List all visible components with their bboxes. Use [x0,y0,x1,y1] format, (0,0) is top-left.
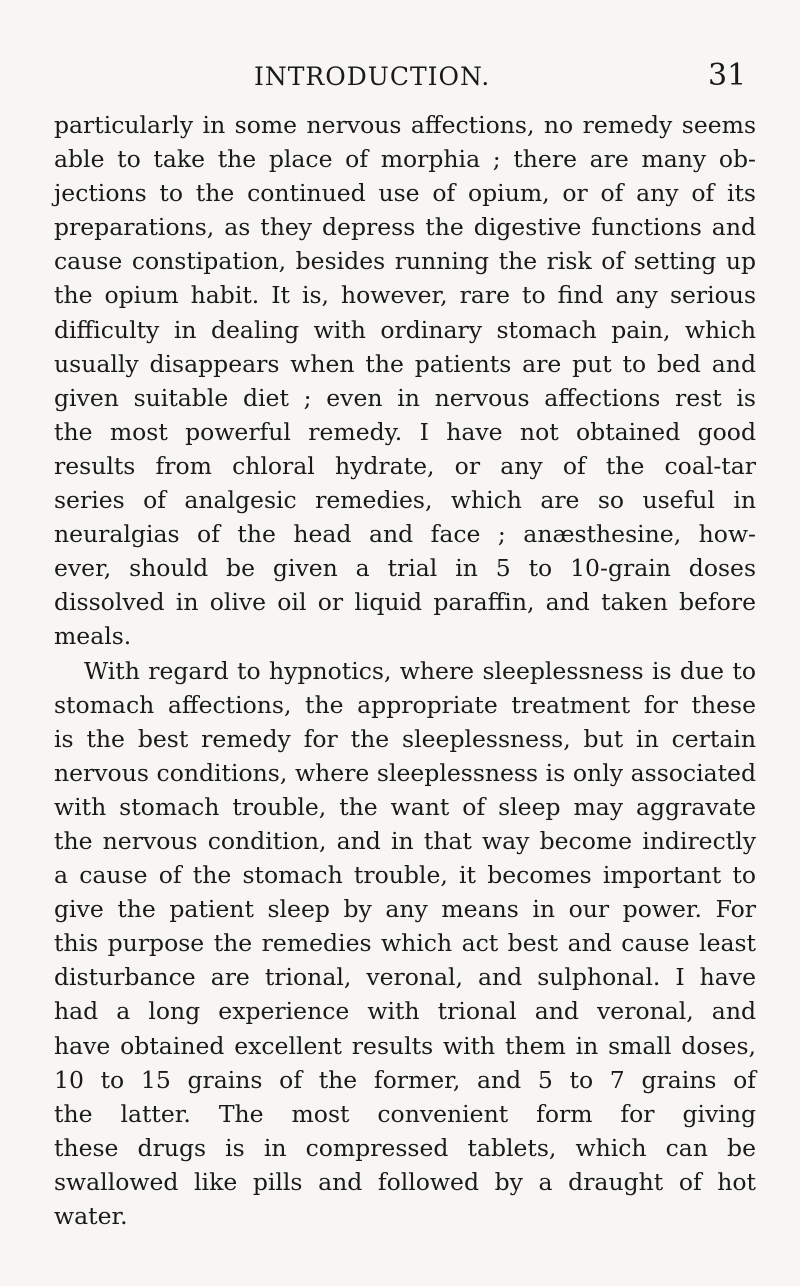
text-line: 10 to 15 grains of the former, and 5 to 7 grains of [54,1065,756,1094]
text-line: cause constipation, besides running the risk of setting up [54,247,756,276]
text-line: dissolved in olive oil or liquid paraffin, and taken before [54,588,756,617]
text-line: had a long experience with trional and veronal, and [54,997,756,1026]
text-line: given suitable diet ; even in nervous affections rest is [54,383,756,412]
text-line: ever, should be given a trial in 5 to 10-grain doses [54,554,756,583]
page-number: 31 [708,58,747,93]
text-line: jections to the continued use of opium, or of any of its [54,179,756,208]
text-line: is the best remedy for the sleeplessness, but in certain [54,724,756,753]
text-line: neuralgias of the head and face ; anæsthesine, how- [54,520,756,549]
text-line: difficulty in dealing with ordinary stomach pain, which [54,315,756,344]
text-line: preparations, as they depress the digestive functions and [54,213,756,242]
running-head: INTRODUCTION. [254,62,491,91]
text-line: results from chloral hydrate, or any of the coal-tar [54,451,756,480]
text-line: series of analgesic remedies, which are so useful in [54,486,756,515]
text-line: a cause of the stomach trouble, it becomes important to [54,861,756,890]
text-line: stomach affections, the appropriate treatment for these [54,690,756,719]
text-line: have obtained excellent results with them in small doses, [54,1031,756,1060]
text-line: the latter. The most convenient form for giving [54,1099,756,1128]
text-line: able to take the place of morphia ; there are many ob- [54,145,756,174]
text-line: the most powerful remedy. I have not obtained good [54,417,756,446]
text-line: this purpose the remedies which act best and cause least [54,929,756,958]
text-line: usually disappears when the patients are put to bed and [54,349,756,378]
text-line: meals. [54,622,132,651]
text-line: give the patient sleep by any means in our power. For [54,895,756,924]
text-line: disturbance are trional, veronal, and sulphonal. I have [54,963,756,992]
text-line: nervous conditions, where sleeplessness is only associated [54,758,756,787]
body-text [54,108,756,1233]
text-line: the opium habit. It is, however, rare to find any serious [54,281,756,310]
text-line: particularly in some nervous affections, no remedy seems [54,111,756,139]
text-line: water. [54,1202,128,1230]
text-line: these drugs is in compressed tablets, which can be [54,1133,756,1162]
text-line: swallowed like pills and followed by a draught of hot [54,1167,756,1196]
text-line: With regard to hypnotics, where sleeplessness is due to [84,656,756,685]
text-line: with stomach trouble, the want of sleep may aggravate [54,792,756,821]
text-line: the nervous condition, and in that way become indirectly [54,826,756,855]
